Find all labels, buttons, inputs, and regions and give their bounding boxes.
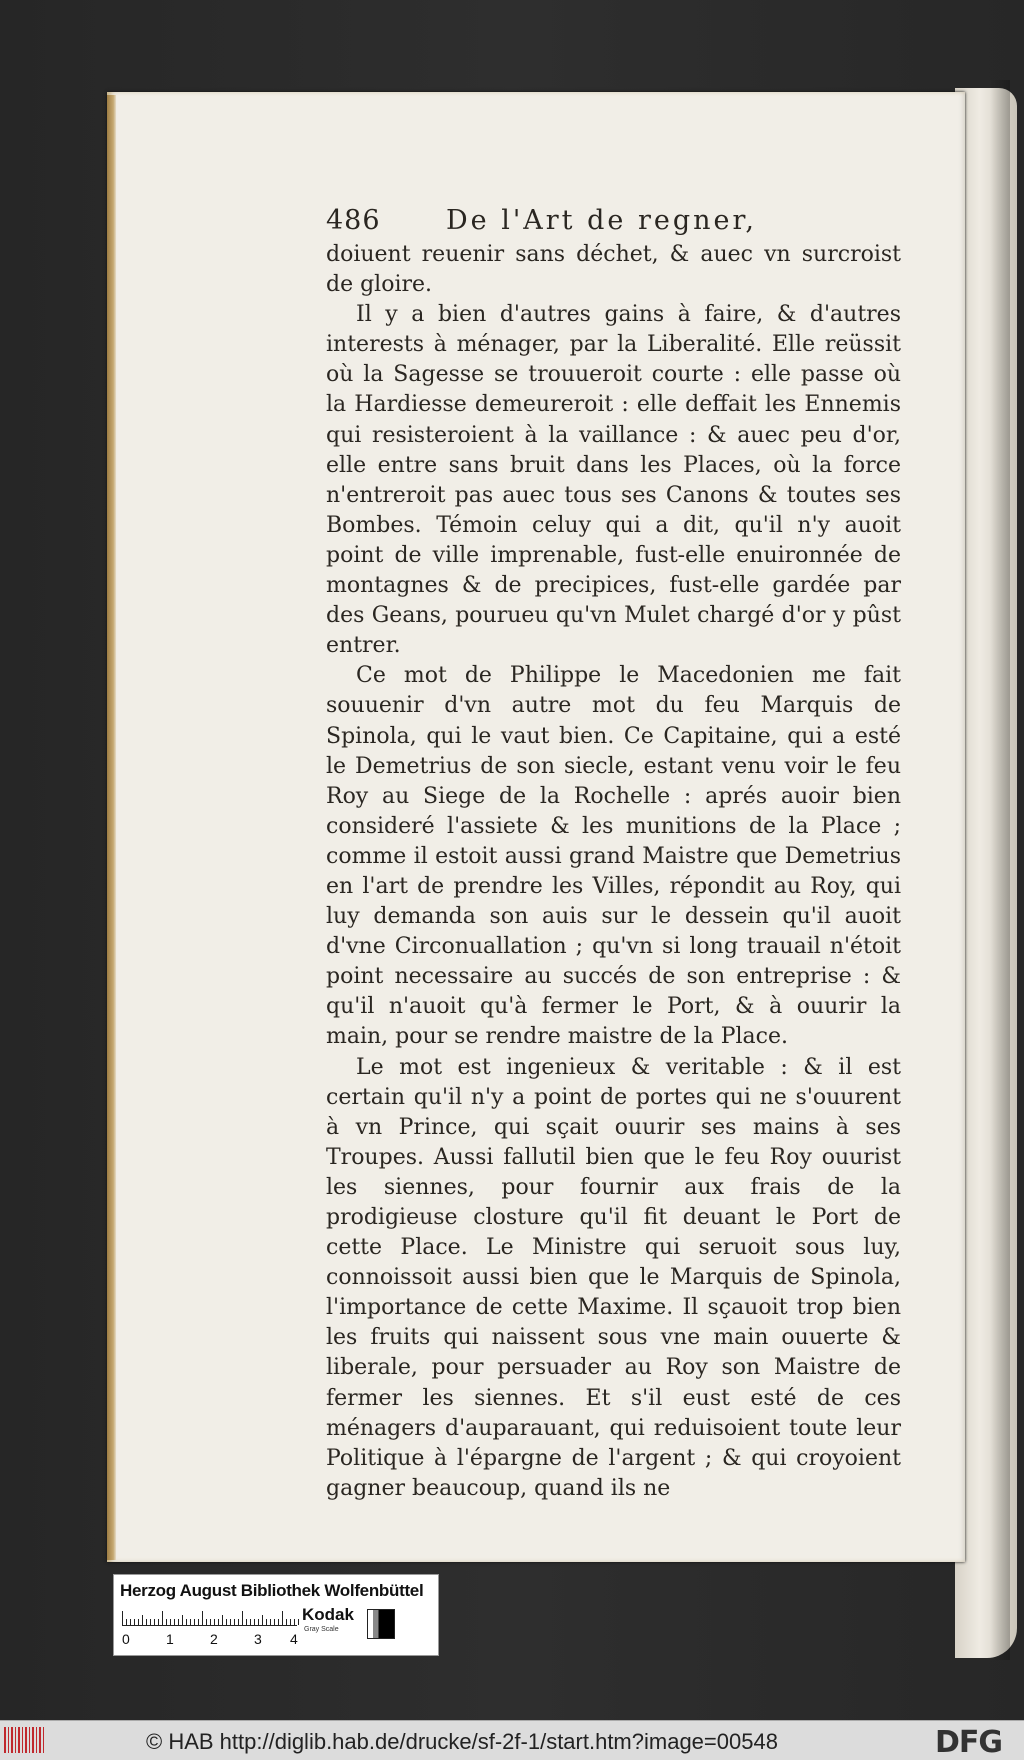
paragraph: doiuent reuenir sans déchet, & auec vn surcroist de gloire. [326,242,901,298]
page-number: 486 [326,205,381,236]
ruler-tick [290,1619,291,1625]
ruler-tick [142,1615,143,1625]
ruler-number: 0 [122,1631,130,1647]
ruler-tick [278,1619,279,1625]
ruler-tick [242,1611,243,1625]
ruler-tick [134,1619,135,1625]
kodak-logo: Kodak [302,1605,354,1624]
ruler-tick [194,1619,195,1625]
ruler-tick [282,1611,283,1625]
paragraph: Le mot est ingenieux & veritable : & il est certain qu'il n'y a point de portes qui ne s'ouurent à vn Prince, qui sçait ouurir ses mains à ses Troupes. Aussi fallutil bien que le feu Roy ouurist les siennes, pour fournir aux frais de la prodigieuse closture qu'il fit deuant le Port de cette Place. Le Ministre qui seruoit sous luy, connoissoit aussi bien que le Marquis de Spinola, l'importance de cette Maxime. Il sçauoit trop bien les fruits qui naissent sous vne main ouuerte & liberale, pour persuader au Roy son Maistre de fermer les siennes. Et s'il eust esté de ces ménagers d'auparauant, qui reduisoient toute leur Politique à l'épargne de l'argent ; & qui croyoient gagner beaucoup, quand ils ne [326,1054,901,1501]
dfg-logo: DFG [935,1725,1003,1760]
ruler-tick [254,1619,255,1625]
ruler-tick [166,1619,167,1625]
ruler-tick [198,1619,199,1625]
ruler-tick [274,1619,275,1625]
ruler-tick [186,1619,187,1625]
ruler-number: 1 [166,1631,174,1647]
ruler-tick [178,1619,179,1625]
ruler-tick [162,1611,163,1625]
ruler-tick [130,1619,131,1625]
ruler-tick [206,1619,207,1625]
ruler-tick [174,1619,175,1625]
ruler-tick [122,1611,123,1625]
ruler-tick [250,1619,251,1625]
gray-scale-label: Gray Scale [304,1626,339,1633]
ruler-tick [202,1611,203,1625]
page-header [326,205,901,245]
page-stack-shadow [990,80,1010,1660]
ruler-numbers [122,1631,312,1647]
paragraph: Ce mot de Philippe le Macedonien me fait souuenir d'vn autre mot du feu Marquis de Spinola, qui le vaut bien. Ce Capitaine, qui a esté le Demetrius de son siecle, estant venu voir le feu Roy au Siege de la Rochelle : aprés auoir bien consideré l'assiete & les munitions de la Place ; comme il estoit aussi grand Maistre que Demetrius en l'art de prendre les Villes, répondit au Roy, qui luy demanda son auis sur le dessein qu'il auoit d'vne Circonuallation ; qu'vn si long trauail n'étoit point necessaire au succés de son entreprise : & qu'il n'auoit qu'à fermer le Port, & à ouurir la main, pour se rendre maistre de la Place. [326,663,901,1050]
ruler-tick [270,1619,271,1625]
ruler-tick [294,1619,295,1625]
library-name: Herzog August Bibliothek Wolfenbüttel [120,1581,424,1600]
ruler-tick [266,1619,267,1625]
ruler-tick [150,1619,151,1625]
ruler-tick [146,1619,147,1625]
ruler-tick [154,1619,155,1625]
library-label [113,1574,439,1656]
ruler-tick [226,1619,227,1625]
ruler-tick [234,1619,235,1625]
ruler-tick [126,1619,127,1625]
footer-bar [0,1720,1024,1760]
ruler-tick [262,1615,263,1625]
page-gutter [107,95,116,1560]
ruler-tick [170,1619,171,1625]
ruler-tick [218,1619,219,1625]
ruler-tick [246,1619,247,1625]
ruler-number: 4 [290,1631,298,1647]
ruler-tick [138,1619,139,1625]
ruler-number: 3 [254,1631,262,1647]
ruler-tick [182,1615,183,1625]
gray-scale-swatch [367,1609,395,1639]
scale-ruler [122,1609,297,1626]
ruler-tick [238,1619,239,1625]
ruler-tick [190,1619,191,1625]
ruler-tick [298,1619,299,1625]
ruler-number: 2 [210,1631,218,1647]
copyright-link[interactable]: © HAB http://diglib.hab.de/drucke/sf-2f-1/start.htm?image=00548 [146,1729,778,1754]
ruler-tick [286,1619,287,1625]
ruler-tick [258,1619,259,1625]
text-block [326,240,901,1504]
ruler-tick [210,1619,211,1625]
barcode-icon [4,1727,46,1753]
running-title: De l'Art de regner, [446,205,758,236]
ruler-tick [222,1615,223,1625]
ruler-tick [214,1619,215,1625]
ruler-tick [158,1619,159,1625]
ruler-tick [230,1619,231,1625]
paragraph: Il y a bien d'autres gains à faire, & d'autres interests à ménager, par la Liberalité. Elle reüssit où la Sagesse se trouueroit courte : elle passe où la Hardiesse demeureroit : elle deffait les Ennemis qui resisteroient à la vaillance : & auec peu d'or, elle entre sans bruit dans les Places, où la force n'entreroit pas auec tous ses Canons & toutes ses Bombes. Témoin celuy qui a dit, qu'il n'y auoit point de ville imprenable, fust-elle enuironnée de montagnes & de precipices, fust-elle gardée par des Geans, pourueu qu'vn Mulet chargé d'or y pûst entrer. [326,302,901,659]
